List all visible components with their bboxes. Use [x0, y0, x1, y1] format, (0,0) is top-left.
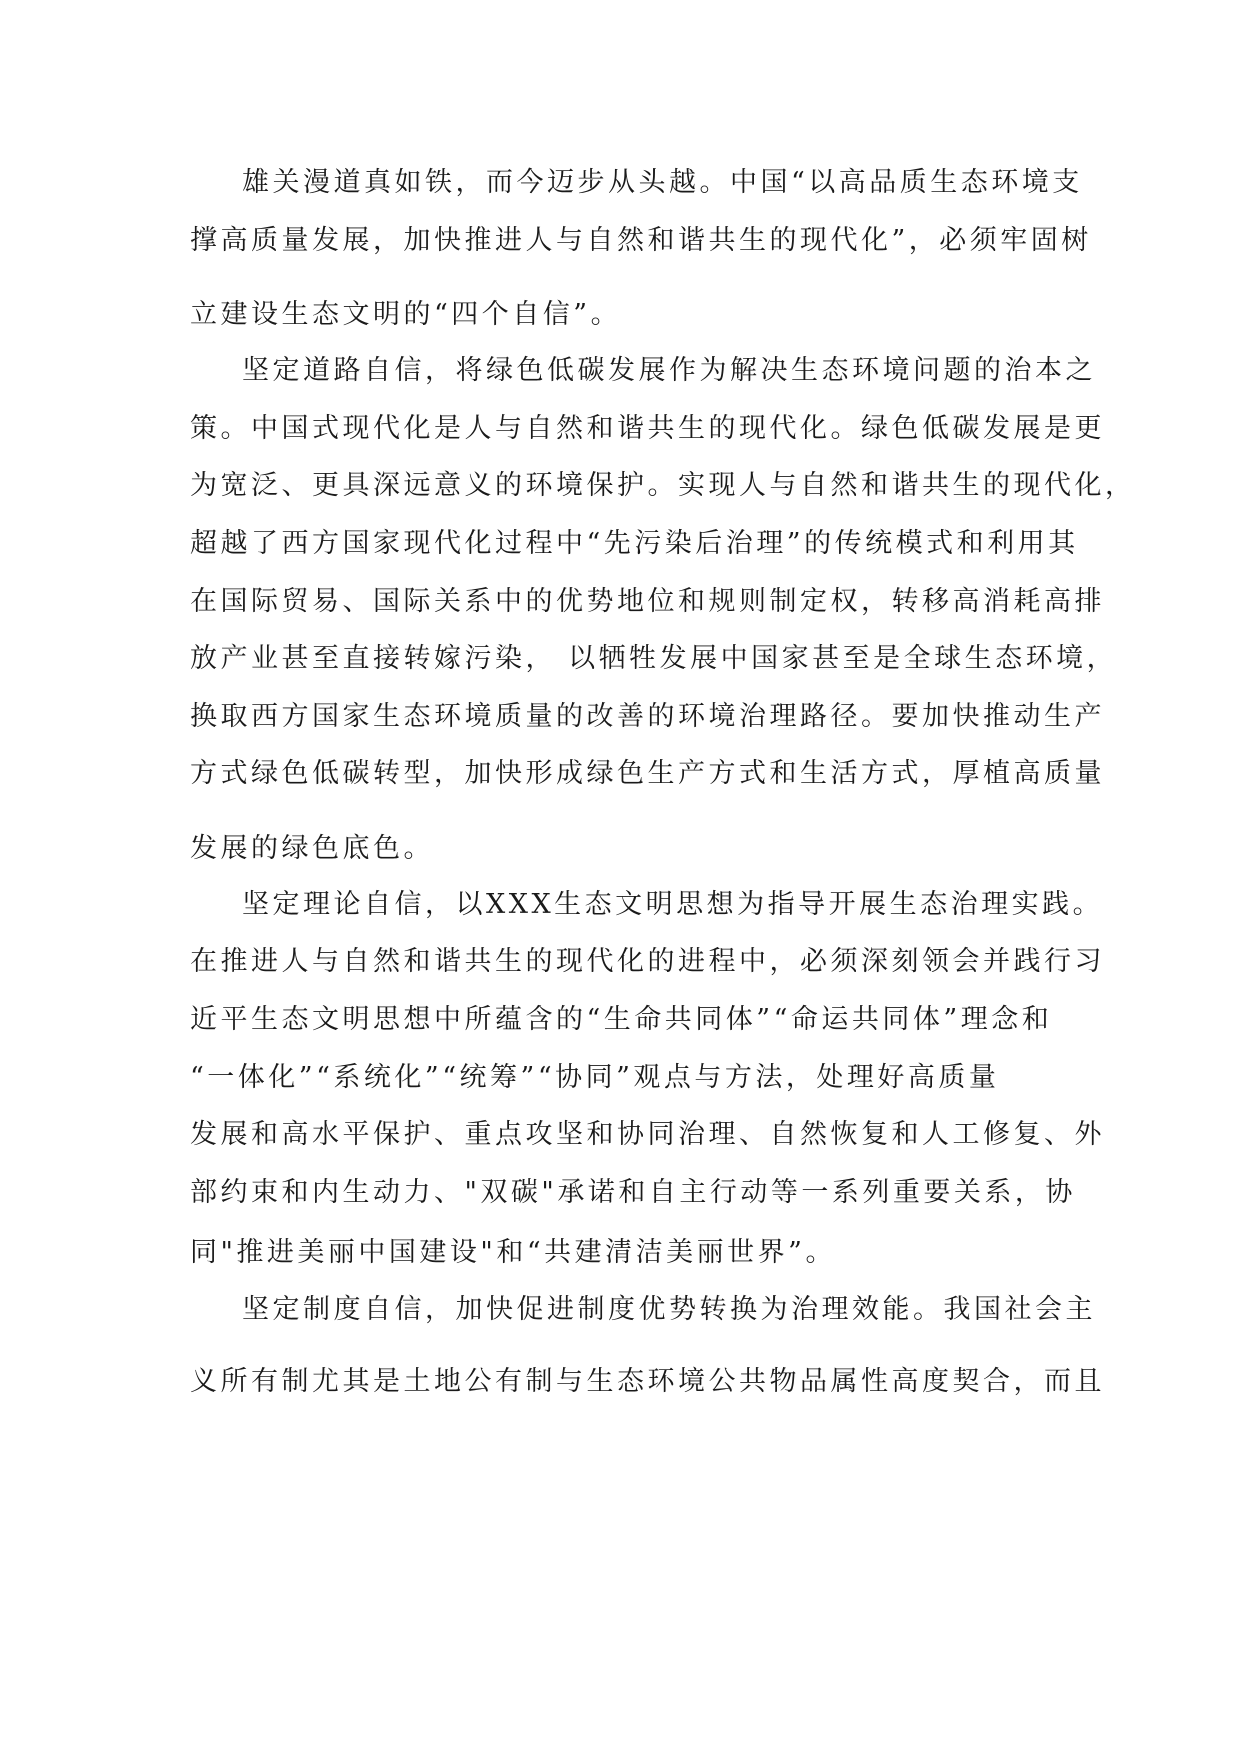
- text-line: 为宽泛、更具深远意义的环境保护。实现人与自然和谐共生的现代化，: [190, 470, 1136, 501]
- text-line: 在国际贸易、国际关系中的优势地位和规则制定权，转移高消耗高排: [190, 586, 1105, 617]
- text-line: 雄关漫道真如铁，而今迈步从头越。中国“以高品质生态环境支: [242, 167, 1083, 198]
- text-line: 撑高质量发展，加快推进人与自然和谐共生的现代化”，必须牢固树: [190, 225, 1092, 256]
- text-line: 方式绿色低碳转型，加快形成绿色生产方式和生活方式，厚植高质量: [190, 758, 1105, 789]
- text-line: 同"推进美丽中国建设"和“共建清洁美丽世界”。: [190, 1237, 836, 1268]
- text-line: “一体化”“系统化”“统筹”“协同”观点与方法，处理好高质量: [190, 1062, 1000, 1093]
- text-line: 放产业甚至直接转嫁污染， 以牺牲发展中国家甚至是全球生态环境，: [190, 643, 1118, 674]
- text-line: 坚定制度自信，加快促进制度优势转换为治理效能。我国社会主: [242, 1294, 1096, 1325]
- text-line: 在推进人与自然和谐共生的现代化的进程中，必须深刻领会并践行习: [190, 946, 1105, 977]
- text-line: 发展和高水平保护、重点攻坚和协同治理、自然恢复和人工修复、外: [190, 1119, 1105, 1150]
- text-line: 立建设生态文明的“四个自信”。: [190, 299, 622, 330]
- text-line: 换取西方国家生态环境质量的改善的环境治理路径。要加快推动生产: [190, 701, 1105, 732]
- text-line: 义所有制尤其是土地公有制与生态环境公共物品属性高度契合，而且: [190, 1366, 1105, 1397]
- text-line: 策。中国式现代化是人与自然和谐共生的现代化。绿色低碳发展是更: [190, 413, 1105, 444]
- text-line: 部约束和内生动力、"双碳"承诺和自主行动等一系列重要关系，协: [190, 1177, 1076, 1208]
- text-line: 近平生态文明思想中所蕴含的“生命共同体”“命运共同体”理念和: [190, 1004, 1053, 1035]
- text-line: 超越了西方国家现代化过程中“先污染后治理”的传统模式和利用其: [190, 528, 1079, 559]
- text-line: 坚定道路自信，将绿色低碳发展作为解决生态环境问题的治本之: [242, 355, 1096, 386]
- text-line: 发展的绿色底色。: [190, 833, 434, 864]
- text-line: 坚定理论自信，以XXX生态文明思想为指导开展生态治理实践。: [242, 889, 1104, 920]
